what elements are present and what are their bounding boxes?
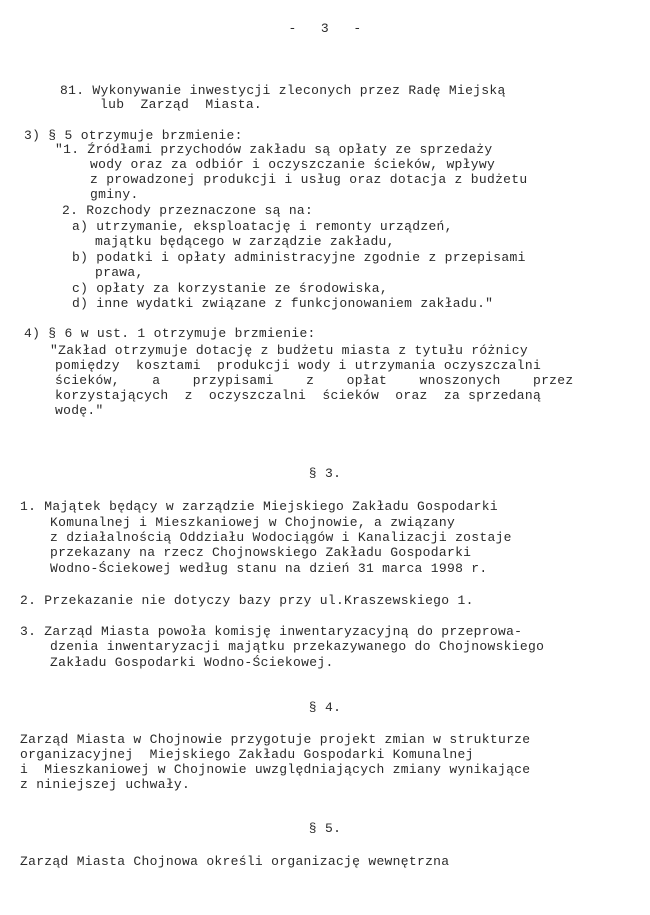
text-line: z prowadzonej produkcji i usług oraz dotacja z budżetu xyxy=(90,172,528,187)
text-line: pomiędzy kosztami produkcji wody i utrzymania oczyszczalni xyxy=(55,358,542,373)
text-line: Zakładu Gospodarki Wodno-Ściekowej. xyxy=(50,655,334,670)
text-line: 81. Wykonywanie inwestycji zleconych przez Radę Miejską xyxy=(60,83,506,98)
text-line: i Mieszkaniowej w Chojnowie uwzględniających zmiany wynikające xyxy=(20,762,531,777)
text-line: Wodno-Ściekowej według stanu na dzień 31 marca 1998 r. xyxy=(50,561,488,576)
text-line: "1. Źródłami przychodów zakładu są opłaty ze sprzedaży xyxy=(55,142,493,157)
text-line: organizacyjnej Miejskiego Zakładu Gospodarki Komunalnej xyxy=(20,747,474,762)
text-line: korzystających z oczyszczalni ścieków oraz za sprzedaną xyxy=(55,388,542,403)
section-heading: § 3. xyxy=(308,466,342,481)
text-line: wody oraz za odbiór i oczyszczanie ścieków, wpływy xyxy=(90,157,496,172)
text-line: dzenia inwentaryzacji majątku przekazywanego do Chojnowskiego xyxy=(50,639,545,654)
text-line: 1. Majątek będący w zarządzie Miejskiego Zakładu Gospodarki xyxy=(20,499,498,514)
text-line: wodę." xyxy=(55,403,104,418)
text-line: d) inne wydatki związane z funkcjonowaniem zakładu." xyxy=(72,296,494,311)
text-line: Zarząd Miasta Chojnowa określi organizację wewnętrzna xyxy=(20,854,450,869)
text-line: c) opłaty za korzystanie ze środowiska, xyxy=(72,281,388,296)
text-line: Zarząd Miasta w Chojnowie przygotuje projekt zmian w strukturze xyxy=(20,732,531,747)
page-number: - 3 - xyxy=(288,21,362,36)
text-line: b) podatki i opłaty administracyjne zgodnie z przepisami xyxy=(72,250,526,265)
text-line: Komunalnej i Mieszkaniowej w Chojnowie, a związany xyxy=(50,515,456,530)
section-heading: § 5. xyxy=(308,821,342,836)
text-line: 3) § 5 otrzymuje brzmienie: xyxy=(24,128,243,143)
text-line: gminy. xyxy=(90,187,139,202)
text-line: z niniejszej uchwały. xyxy=(20,777,191,792)
section-heading: § 4. xyxy=(308,700,342,715)
text-line: 4) § 6 w ust. 1 otrzymuje brzmienie: xyxy=(24,326,316,341)
text-line: przekazany na rzecz Chojnowskiego Zakładu Gospodarki xyxy=(50,545,472,560)
text-line: majątku będącego w zarządzie zakładu, xyxy=(95,234,395,249)
text-line: 2. Rozchody przeznaczone są na: xyxy=(62,203,314,218)
text-line: z działalnością Oddziału Wodociągów i Kanalizacji zostaje xyxy=(50,530,512,545)
text-line: a) utrzymanie, eksploatację i remonty urządzeń, xyxy=(72,219,453,234)
text-line: prawa, xyxy=(95,265,144,280)
text-line: ścieków, a przypisami z opłat wnoszonych przez xyxy=(55,373,574,388)
text-line: 3. Zarząd Miasta powoła komisję inwentaryzacyjną do przeprowa- xyxy=(20,624,523,639)
text-line: lub Zarząd Miasta. xyxy=(100,97,263,112)
text-line: "Zakład otrzymuje dotację z budżetu miasta z tytułu różnicy xyxy=(50,343,528,358)
text-line: 2. Przekazanie nie dotyczy bazy przy ul.Kraszewskiego 1. xyxy=(20,593,474,608)
